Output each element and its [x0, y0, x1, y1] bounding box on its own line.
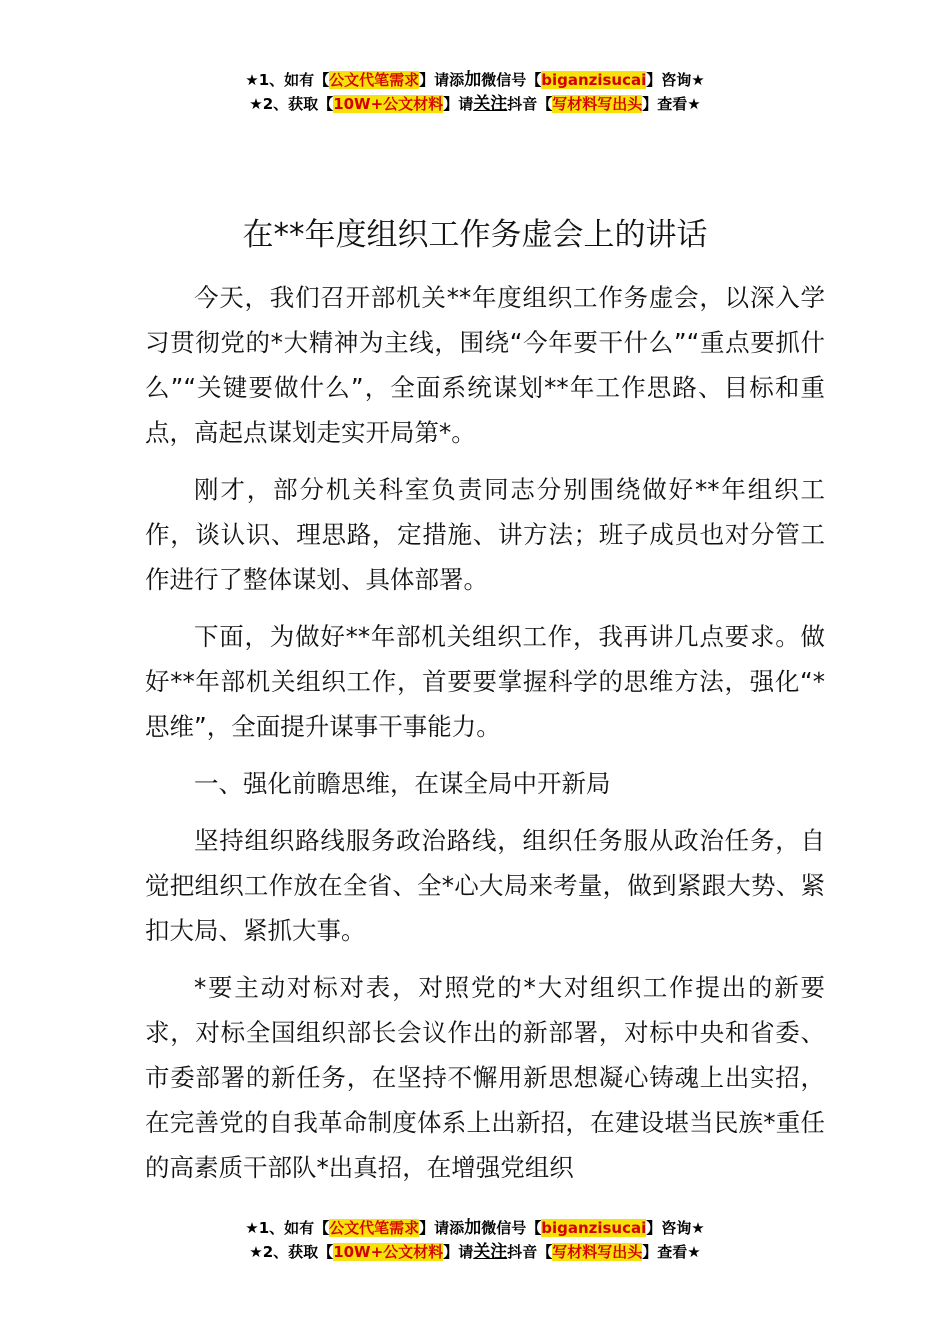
- promo-line-2: [0, 92, 950, 116]
- promo-text: 】查看: [642, 1243, 688, 1261]
- promo-text: 微信号【: [481, 1219, 542, 1237]
- promo-text: 】请: [443, 95, 474, 113]
- paragraph: *要主动对标对表，对照党的*大对组织工作提出的新要求，对标全国组织部长会议作出的新部署，对标中央和省委、市委部署的新任务，在坚持不懈用新思想凝心铸魂上出实招，在完善党的自我革命制度体系上出新招，在建设堪当民族*重任的高素质干部队*出真招，在增强党组织: [145, 973, 825, 1182]
- paragraph: 今天，我们召开部机关**年度组织工作务虚会，以深入学习贯彻党的*大精神为主线，围绕“今年要干什么”“重点要抓什么”“关键要做什么”，全面系统谋划**年工作思路、目标和重点，高起点谋划走实开局第*。: [145, 283, 825, 447]
- promo-emphasis: 关注: [473, 1242, 508, 1262]
- paragraph: 坚持组织路线服务政治路线，组织任务服从政治任务，自觉把组织工作放在全省、全*心大局来考量，做到紧跟大势、紧扣大局、紧抓大事。: [145, 826, 825, 945]
- star-icon: ★: [687, 95, 701, 113]
- promo-text: 微信号【: [481, 71, 542, 89]
- promo-text: 】咨询: [646, 71, 692, 89]
- promo-highlight: 公文代笔需求: [329, 1219, 420, 1237]
- promo-emphasis: 关注: [473, 94, 508, 114]
- star-icon: ★: [691, 71, 705, 89]
- promo-highlight: 写材料写出头: [552, 1243, 643, 1261]
- promo-text: 1、如有【: [258, 71, 330, 89]
- promo-text: 抖音【: [507, 95, 553, 113]
- promo-banner-top: [0, 68, 950, 116]
- promo-line-1: [0, 68, 950, 92]
- star-icon: ★: [245, 71, 259, 89]
- star-icon: ★: [249, 95, 263, 113]
- paragraph: 下面，为做好**年部机关组织工作，我再讲几点要求。做好**年部机关组织工作，首要要掌握科学的思维方法，强化“*思维”，全面提升谋事干事能力。: [145, 622, 825, 741]
- promo-line-1: [0, 1216, 950, 1240]
- promo-emphasis: 加: [464, 1218, 482, 1238]
- promo-emphasis: 加: [464, 70, 482, 90]
- promo-highlight: 10W+公文材料: [333, 95, 444, 113]
- promo-highlight: biganzisucai: [541, 1219, 647, 1237]
- promo-text: 】请添: [419, 71, 465, 89]
- star-icon: ★: [691, 1219, 705, 1237]
- promo-banner-bottom: [0, 1216, 950, 1264]
- star-icon: ★: [249, 1243, 263, 1261]
- promo-line-2: [0, 1240, 950, 1264]
- promo-text: 】查看: [642, 95, 688, 113]
- promo-text: 】咨询: [646, 1219, 692, 1237]
- promo-highlight: 公文代笔需求: [329, 71, 420, 89]
- document-title: 在**年度组织工作务虚会上的讲话: [242, 217, 708, 253]
- promo-text: 】请添: [419, 1219, 465, 1237]
- promo-highlight: 10W+公文材料: [333, 1243, 444, 1261]
- promo-highlight: 写材料写出头: [552, 95, 643, 113]
- promo-text: 】请: [443, 1243, 474, 1261]
- star-icon: ★: [245, 1219, 259, 1237]
- star-icon: ★: [687, 1243, 701, 1261]
- promo-text: 2、获取【: [262, 1243, 334, 1261]
- section-heading: 一、强化前瞻思维，在谋全局中开新局: [194, 769, 611, 798]
- document-body: [145, 275, 825, 1202]
- promo-text: 抖音【: [507, 1243, 553, 1261]
- promo-highlight: biganzisucai: [541, 71, 647, 89]
- paragraph: 刚才，部分机关科室负责同志分别围绕做好**年组织工作，谈认识、理思路，定措施、讲方法；班子成员也对分管工作进行了整体谋划、具体部署。: [145, 475, 825, 594]
- promo-text: 1、如有【: [258, 1219, 330, 1237]
- promo-text: 2、获取【: [262, 95, 334, 113]
